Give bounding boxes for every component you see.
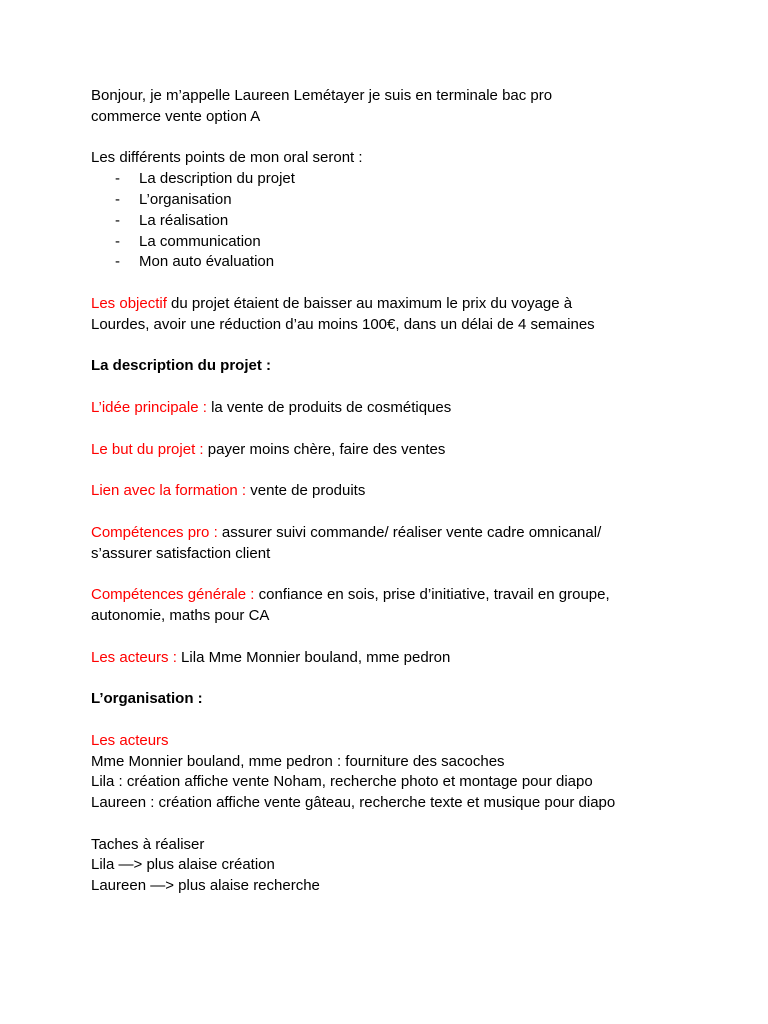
organisation-heading: L’organisation : — [91, 690, 203, 708]
list-item — [91, 190, 731, 211]
list-dash: - — [115, 232, 120, 250]
spacer — [91, 502, 731, 523]
list-item — [91, 232, 731, 253]
but-text: payer moins chère, faire des ventes — [203, 440, 446, 458]
list-dash: - — [115, 211, 120, 229]
list-item — [91, 252, 731, 273]
competences-pro-line-2: s’assurer satisfaction client — [91, 544, 271, 562]
taches-heading: Taches à réaliser — [91, 835, 205, 853]
lien-text: vente de produits — [246, 482, 366, 500]
competences-generale-line-2: autonomie, maths pour CA — [91, 606, 270, 624]
lien-line — [91, 481, 731, 502]
idee-line — [91, 398, 731, 419]
competences-generale-label: Compétences générale : — [91, 586, 255, 604]
taches-line: Laureen —> plus alaise recherche — [91, 877, 320, 895]
objectif-text: du projet étaient de baisser au maximum le prix du voyage à — [166, 294, 573, 312]
acteurs-text: Lila Mme Monnier bouland, mme pedron — [176, 648, 451, 666]
intro-line-2: commerce vente option A — [91, 107, 261, 125]
lien-label: Lien avec la formation : — [91, 482, 247, 500]
spacer — [91, 273, 731, 294]
list-item — [91, 169, 731, 190]
acteurs-line — [91, 648, 731, 669]
spacer — [91, 128, 731, 149]
organisation-acteurs-line: Lila : création affiche vente Noham, recherche photo et montage pour diapo — [91, 773, 593, 791]
competences-pro-text: assurer suivi commande/ réaliser vente cadre omnicanal/ — [217, 523, 602, 541]
list-item-text: La description du projet — [139, 170, 295, 188]
list-dash: - — [115, 190, 120, 208]
spacer — [91, 460, 731, 481]
list-item-text: Mon auto évaluation — [139, 253, 275, 271]
spacer — [91, 564, 731, 585]
list-item-text: La communication — [139, 232, 261, 250]
idee-label: L’idée principale : — [91, 398, 207, 416]
taches-line: Lila —> plus alaise création — [91, 856, 275, 874]
spacer — [91, 419, 731, 440]
list-dash: - — [115, 170, 120, 188]
list-item-text: L’organisation — [139, 190, 232, 208]
but-line — [91, 440, 731, 461]
objectif-line-2: Lourdes, avoir une réduction d’au moins 100€, dans un délai de 4 semaines — [91, 315, 595, 333]
organisation-acteurs-line: Laureen : création affiche vente gâteau, recherche texte et musique pour diapo — [91, 794, 616, 812]
idee-text: la vente de produits de cosmétiques — [206, 398, 452, 416]
list-item-text: La réalisation — [139, 211, 229, 229]
spacer — [91, 668, 731, 689]
acteurs-label: Les acteurs : — [91, 648, 177, 666]
objectif-label: Les objectif — [91, 294, 167, 312]
competences-pro-label: Compétences pro : — [91, 523, 218, 541]
competences-generale-text: confiance en sois, prise d’initiative, travail en groupe, — [254, 586, 610, 604]
list-dash: - — [115, 253, 120, 271]
description-heading: La description du projet : — [91, 357, 272, 375]
but-label: Le but du projet : — [91, 440, 204, 458]
spacer — [91, 377, 731, 398]
competences-pro-line-1 — [91, 523, 731, 544]
spacer — [91, 627, 731, 648]
points-heading: Les différents points de mon oral seront : — [91, 149, 363, 167]
spacer — [91, 710, 731, 731]
organisation-acteurs-label: Les acteurs — [91, 731, 169, 749]
objectif-line-1 — [91, 294, 731, 315]
organisation-acteurs-line: Mme Monnier bouland, mme pedron : fourniture des sacoches — [91, 752, 505, 770]
list-item — [91, 211, 731, 232]
spacer — [91, 814, 731, 835]
spacer — [91, 336, 731, 357]
document-page — [91, 86, 731, 897]
competences-generale-line-1 — [91, 585, 731, 606]
intro-line-1: Bonjour, je m’appelle Laureen Lemétayer je suis en terminale bac pro — [91, 87, 553, 104]
